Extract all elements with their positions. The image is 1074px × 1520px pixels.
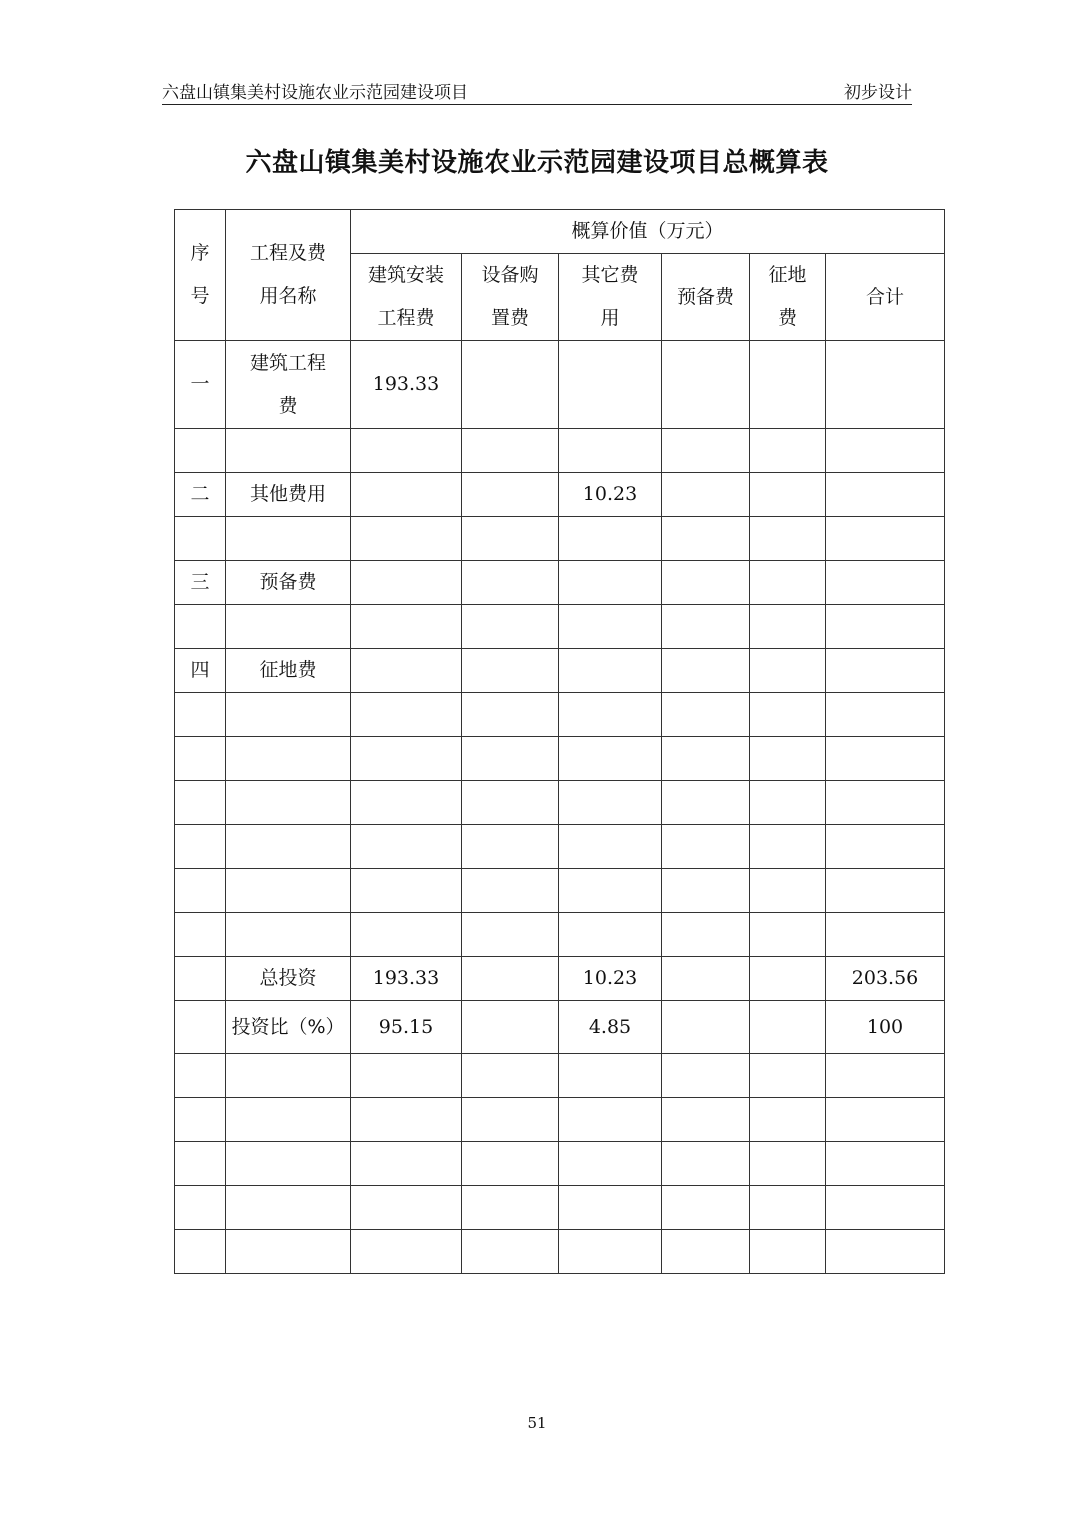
table-row bbox=[175, 341, 945, 429]
cell-seq bbox=[175, 693, 226, 737]
cell-jianzhu bbox=[351, 649, 462, 693]
cell-heji bbox=[826, 781, 945, 825]
cell-seq bbox=[175, 605, 226, 649]
cell-seq bbox=[175, 781, 226, 825]
cell-yubei bbox=[662, 693, 750, 737]
cell-seq: 二 bbox=[175, 473, 226, 517]
table-row bbox=[175, 957, 945, 1001]
cell-shebei bbox=[462, 869, 559, 913]
table-row bbox=[175, 473, 945, 517]
cell-yubei bbox=[662, 1230, 750, 1274]
cell-heji bbox=[826, 649, 945, 693]
cell-qita bbox=[559, 429, 662, 473]
cell-shebei bbox=[462, 473, 559, 517]
cell-yubei bbox=[662, 737, 750, 781]
header-shebei: 设备购置费 bbox=[462, 254, 559, 341]
cell-name bbox=[226, 1230, 351, 1274]
cell-yubei bbox=[662, 1098, 750, 1142]
budget-table bbox=[174, 209, 945, 1274]
cell-heji: 100 bbox=[826, 1001, 945, 1054]
cell-heji bbox=[826, 825, 945, 869]
header-stage: 初步设计 bbox=[844, 83, 912, 103]
cell-heji bbox=[826, 1142, 945, 1186]
table-row bbox=[175, 1142, 945, 1186]
cell-zhengdi bbox=[750, 341, 826, 429]
cell-shebei bbox=[462, 693, 559, 737]
cell-shebei bbox=[462, 1142, 559, 1186]
cell-zhengdi bbox=[750, 1186, 826, 1230]
cell-qita: 10.23 bbox=[559, 473, 662, 517]
cell-jianzhu bbox=[351, 869, 462, 913]
cell-yubei bbox=[662, 1186, 750, 1230]
cell-yubei bbox=[662, 473, 750, 517]
cell-qita bbox=[559, 605, 662, 649]
cell-seq bbox=[175, 1001, 226, 1054]
cell-qita: 10.23 bbox=[559, 957, 662, 1001]
cell-zhengdi bbox=[750, 825, 826, 869]
cell-seq: 四 bbox=[175, 649, 226, 693]
cell-seq bbox=[175, 957, 226, 1001]
cell-shebei bbox=[462, 561, 559, 605]
cell-jianzhu bbox=[351, 1142, 462, 1186]
cell-yubei bbox=[662, 869, 750, 913]
cell-seq bbox=[175, 825, 226, 869]
cell-jianzhu bbox=[351, 737, 462, 781]
cell-shebei bbox=[462, 429, 559, 473]
cell-name bbox=[226, 781, 351, 825]
cell-zhengdi bbox=[750, 605, 826, 649]
cell-name bbox=[226, 605, 351, 649]
cell-shebei bbox=[462, 1186, 559, 1230]
cell-jianzhu bbox=[351, 1186, 462, 1230]
cell-yubei bbox=[662, 517, 750, 561]
cell-name bbox=[226, 693, 351, 737]
cell-name bbox=[226, 825, 351, 869]
cell-seq: 一 bbox=[175, 341, 226, 429]
cell-seq bbox=[175, 1186, 226, 1230]
cell-qita bbox=[559, 825, 662, 869]
table-row bbox=[175, 913, 945, 957]
cell-jianzhu bbox=[351, 1098, 462, 1142]
cell-name: 投资比（%） bbox=[226, 1001, 351, 1054]
cell-qita bbox=[559, 1230, 662, 1274]
cell-name: 总投资 bbox=[226, 957, 351, 1001]
cell-qita bbox=[559, 1054, 662, 1098]
cell-name: 建筑工程费 bbox=[226, 341, 351, 429]
header-jianzhu: 建筑安装工程费 bbox=[351, 254, 462, 341]
cell-qita bbox=[559, 693, 662, 737]
cell-seq bbox=[175, 429, 226, 473]
cell-heji bbox=[826, 1186, 945, 1230]
cell-zhengdi bbox=[750, 1098, 826, 1142]
cell-shebei bbox=[462, 781, 559, 825]
cell-name bbox=[226, 517, 351, 561]
cell-name: 其他费用 bbox=[226, 473, 351, 517]
cell-zhengdi bbox=[750, 781, 826, 825]
cell-name: 预备费 bbox=[226, 561, 351, 605]
cell-zhengdi bbox=[750, 1001, 826, 1054]
header-yubei: 预备费 bbox=[662, 254, 750, 341]
cell-zhengdi bbox=[750, 913, 826, 957]
cell-heji bbox=[826, 869, 945, 913]
cell-heji bbox=[826, 517, 945, 561]
cell-seq bbox=[175, 1054, 226, 1098]
cell-jianzhu bbox=[351, 605, 462, 649]
cell-qita bbox=[559, 737, 662, 781]
cell-heji bbox=[826, 737, 945, 781]
table-row bbox=[175, 517, 945, 561]
cell-jianzhu: 95.15 bbox=[351, 1001, 462, 1054]
table-row bbox=[175, 781, 945, 825]
table-row bbox=[175, 737, 945, 781]
cell-heji: 203.56 bbox=[826, 957, 945, 1001]
cell-jianzhu bbox=[351, 1054, 462, 1098]
cell-seq bbox=[175, 869, 226, 913]
cell-seq bbox=[175, 1142, 226, 1186]
header-seq: 序号 bbox=[175, 210, 226, 341]
cell-qita bbox=[559, 1186, 662, 1230]
cell-zhengdi bbox=[750, 869, 826, 913]
table-row bbox=[175, 869, 945, 913]
page-title: 六盘山镇集美村设施农业示范园建设项目总概算表 bbox=[245, 148, 829, 178]
cell-zhengdi bbox=[750, 737, 826, 781]
cell-seq bbox=[175, 913, 226, 957]
table-row bbox=[175, 1098, 945, 1142]
cell-zhengdi bbox=[750, 473, 826, 517]
cell-jianzhu: 193.33 bbox=[351, 341, 462, 429]
header-group: 概算价值（万元） bbox=[351, 210, 945, 254]
cell-zhengdi bbox=[750, 429, 826, 473]
table-row bbox=[175, 825, 945, 869]
cell-qita bbox=[559, 869, 662, 913]
cell-yubei bbox=[662, 957, 750, 1001]
cell-qita: 4.85 bbox=[559, 1001, 662, 1054]
cell-name bbox=[226, 1098, 351, 1142]
cell-zhengdi bbox=[750, 517, 826, 561]
cell-jianzhu: 193.33 bbox=[351, 957, 462, 1001]
cell-zhengdi bbox=[750, 693, 826, 737]
cell-shebei bbox=[462, 1001, 559, 1054]
cell-heji bbox=[826, 1230, 945, 1274]
cell-yubei bbox=[662, 605, 750, 649]
cell-name bbox=[226, 1186, 351, 1230]
cell-shebei bbox=[462, 649, 559, 693]
table-row bbox=[175, 429, 945, 473]
cell-jianzhu bbox=[351, 913, 462, 957]
cell-heji bbox=[826, 561, 945, 605]
table-row bbox=[175, 1230, 945, 1274]
header-zhengdi: 征地费 bbox=[750, 254, 826, 341]
table-row bbox=[175, 693, 945, 737]
table-row bbox=[175, 1001, 945, 1054]
table-row bbox=[175, 1186, 945, 1230]
cell-name bbox=[226, 737, 351, 781]
cell-yubei bbox=[662, 649, 750, 693]
table-row bbox=[175, 1054, 945, 1098]
cell-qita bbox=[559, 649, 662, 693]
header-row-1 bbox=[175, 210, 945, 254]
cell-qita bbox=[559, 1098, 662, 1142]
cell-yubei bbox=[662, 1142, 750, 1186]
cell-heji bbox=[826, 693, 945, 737]
cell-jianzhu bbox=[351, 825, 462, 869]
cell-jianzhu bbox=[351, 1230, 462, 1274]
table-row bbox=[175, 561, 945, 605]
cell-name: 征地费 bbox=[226, 649, 351, 693]
page-header bbox=[162, 78, 912, 105]
header-heji: 合计 bbox=[826, 254, 945, 341]
cell-shebei bbox=[462, 957, 559, 1001]
cell-jianzhu bbox=[351, 693, 462, 737]
cell-shebei bbox=[462, 1230, 559, 1274]
cell-yubei bbox=[662, 913, 750, 957]
cell-shebei bbox=[462, 825, 559, 869]
cell-heji bbox=[826, 473, 945, 517]
cell-yubei bbox=[662, 825, 750, 869]
cell-yubei bbox=[662, 1001, 750, 1054]
cell-seq bbox=[175, 1230, 226, 1274]
table-row bbox=[175, 649, 945, 693]
cell-seq bbox=[175, 737, 226, 781]
cell-yubei bbox=[662, 429, 750, 473]
cell-name bbox=[226, 913, 351, 957]
cell-shebei bbox=[462, 913, 559, 957]
cell-zhengdi bbox=[750, 1142, 826, 1186]
cell-seq: 三 bbox=[175, 561, 226, 605]
cell-seq bbox=[175, 517, 226, 561]
cell-shebei bbox=[462, 1098, 559, 1142]
cell-jianzhu bbox=[351, 781, 462, 825]
header-project-name: 六盘山镇集美村设施农业示范园建设项目 bbox=[162, 83, 468, 103]
cell-qita bbox=[559, 913, 662, 957]
header-name: 工程及费用名称 bbox=[226, 210, 351, 341]
cell-zhengdi bbox=[750, 1230, 826, 1274]
cell-jianzhu bbox=[351, 429, 462, 473]
cell-heji bbox=[826, 605, 945, 649]
cell-name bbox=[226, 1054, 351, 1098]
cell-qita bbox=[559, 781, 662, 825]
cell-yubei bbox=[662, 1054, 750, 1098]
cell-shebei bbox=[462, 605, 559, 649]
cell-qita bbox=[559, 1142, 662, 1186]
cell-heji bbox=[826, 341, 945, 429]
cell-shebei bbox=[462, 1054, 559, 1098]
cell-seq bbox=[175, 1098, 226, 1142]
cell-name bbox=[226, 1142, 351, 1186]
cell-qita bbox=[559, 561, 662, 605]
cell-heji bbox=[826, 429, 945, 473]
cell-zhengdi bbox=[750, 649, 826, 693]
cell-zhengdi bbox=[750, 957, 826, 1001]
cell-shebei bbox=[462, 517, 559, 561]
page-number: 51 bbox=[527, 1414, 547, 1432]
cell-zhengdi bbox=[750, 1054, 826, 1098]
cell-qita bbox=[559, 517, 662, 561]
cell-yubei bbox=[662, 561, 750, 605]
cell-yubei bbox=[662, 781, 750, 825]
cell-name bbox=[226, 429, 351, 473]
cell-zhengdi bbox=[750, 561, 826, 605]
cell-name bbox=[226, 869, 351, 913]
cell-jianzhu bbox=[351, 561, 462, 605]
cell-heji bbox=[826, 913, 945, 957]
cell-shebei bbox=[462, 341, 559, 429]
cell-yubei bbox=[662, 341, 750, 429]
cell-qita bbox=[559, 341, 662, 429]
table-row bbox=[175, 605, 945, 649]
header-qita: 其它费用 bbox=[559, 254, 662, 341]
cell-jianzhu bbox=[351, 517, 462, 561]
cell-shebei bbox=[462, 737, 559, 781]
cell-heji bbox=[826, 1054, 945, 1098]
cell-heji bbox=[826, 1098, 945, 1142]
cell-jianzhu bbox=[351, 473, 462, 517]
